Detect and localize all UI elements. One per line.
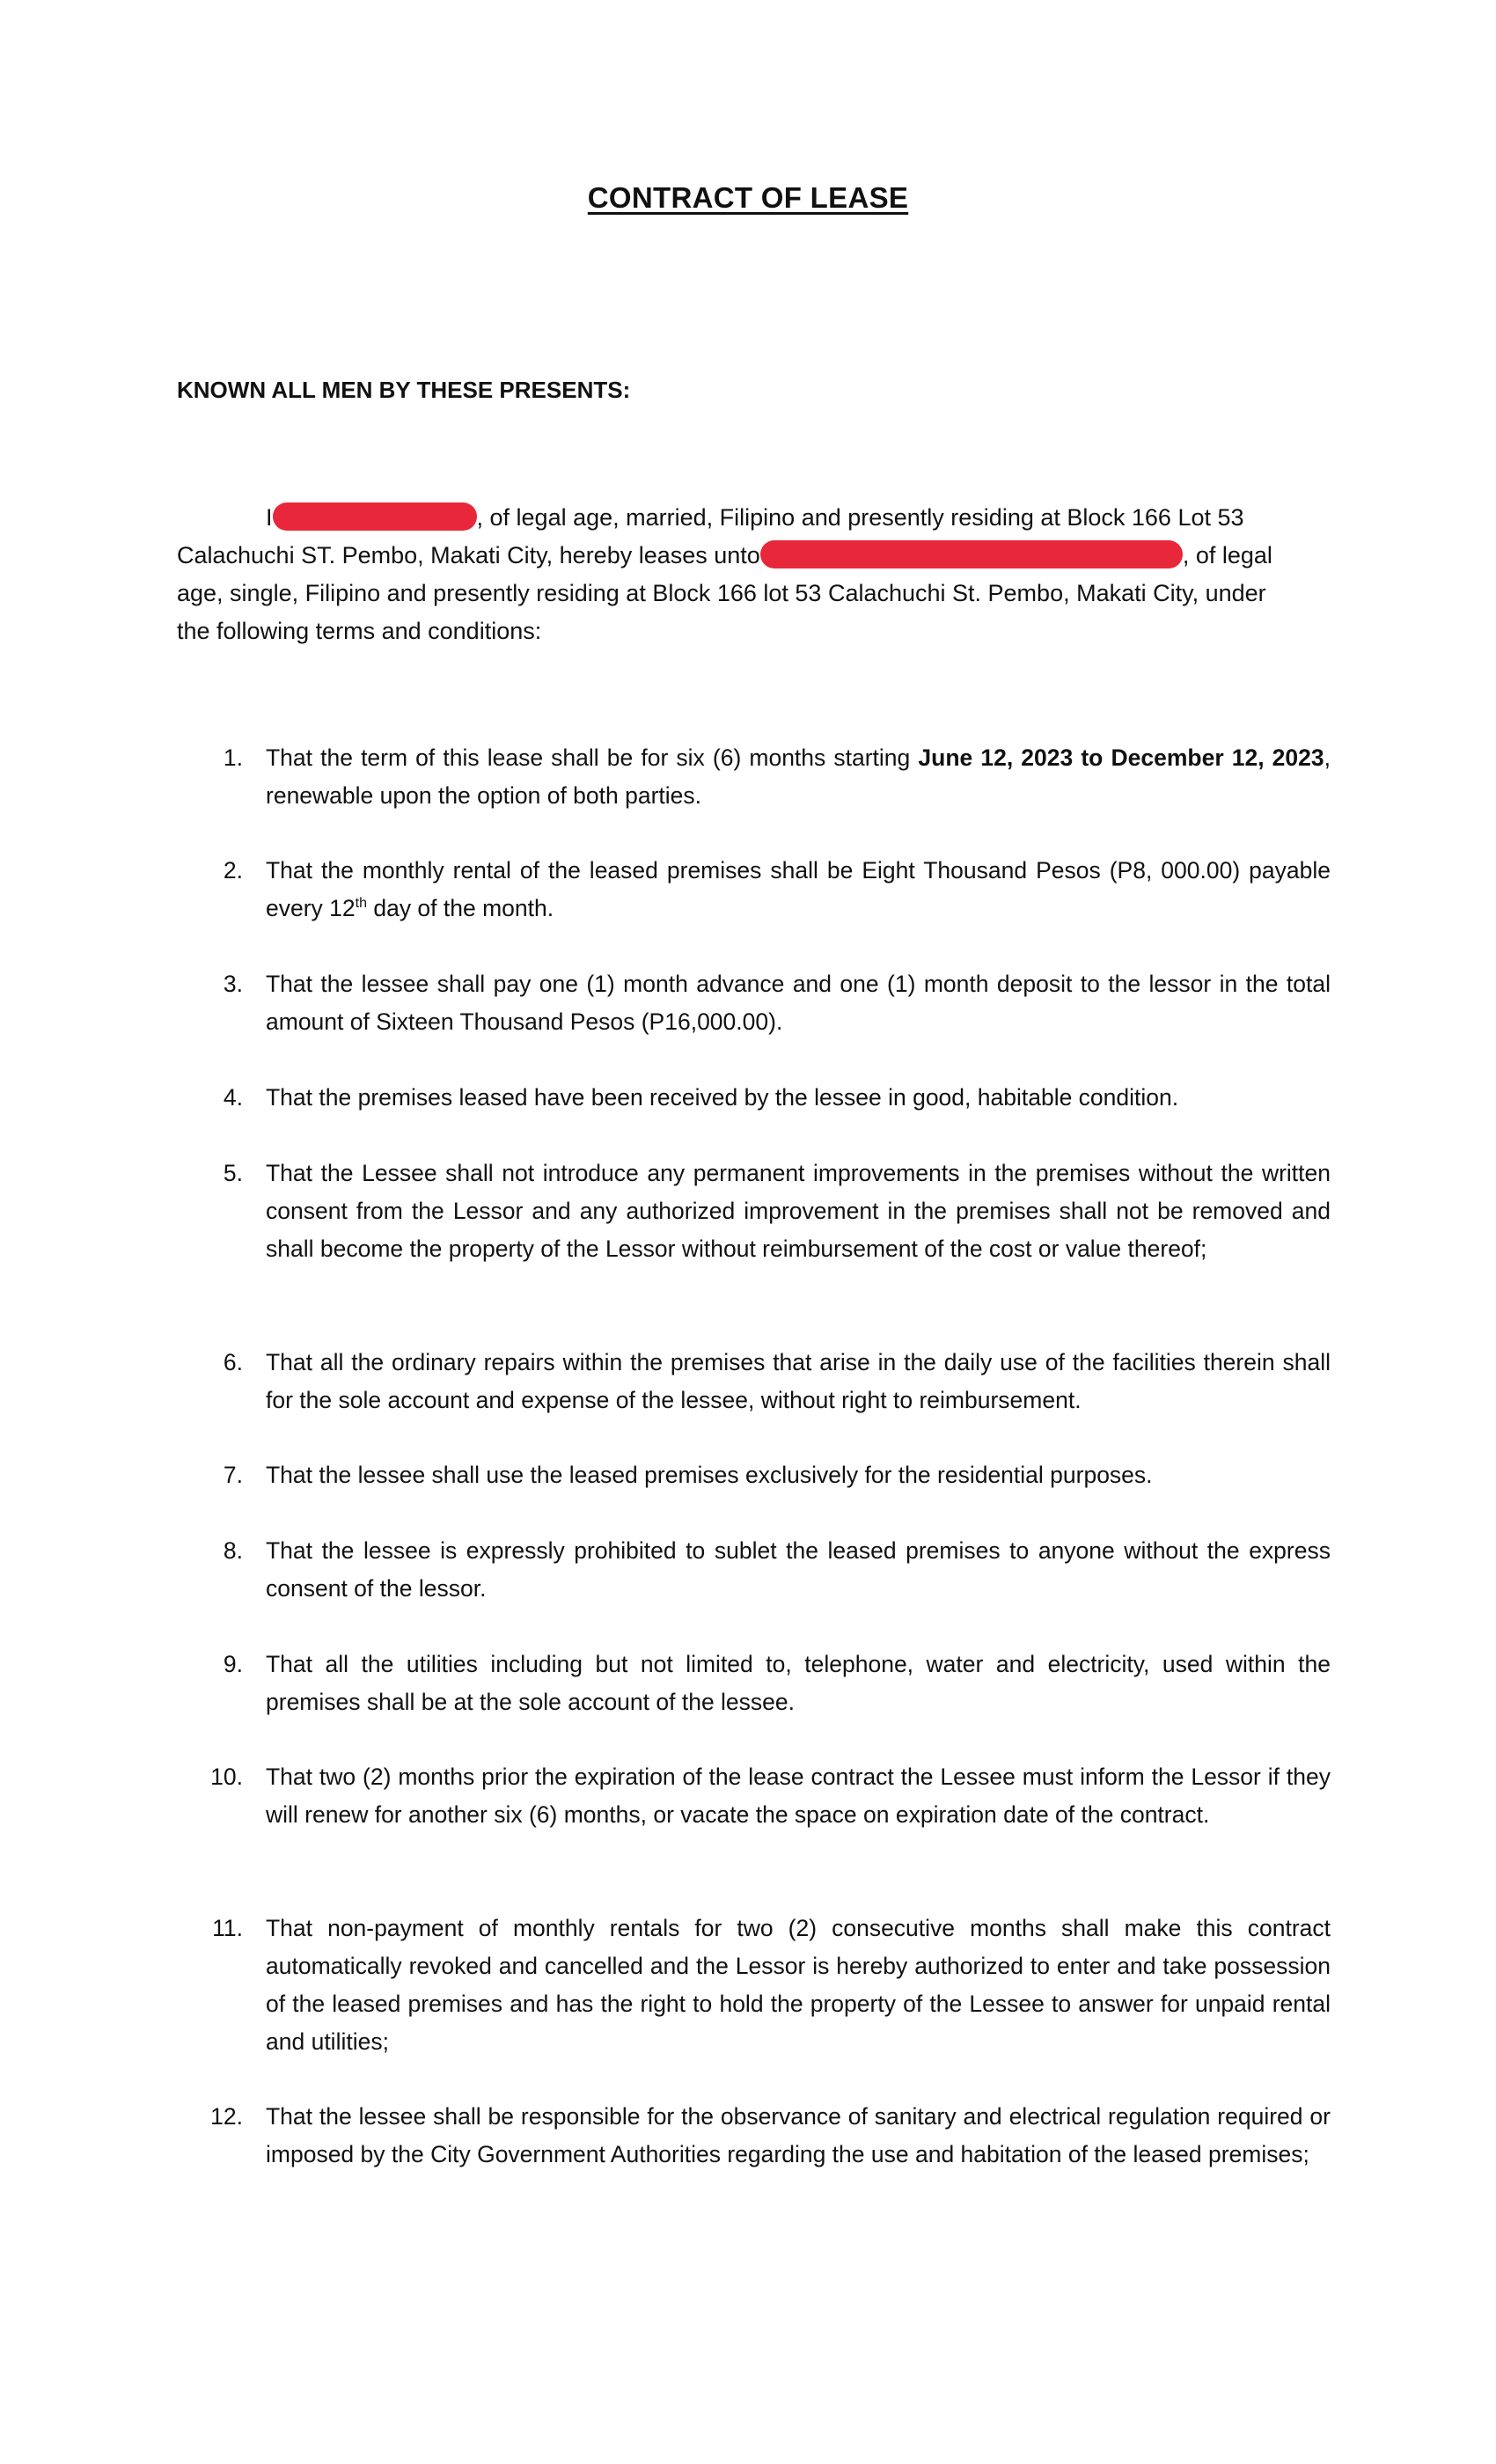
intro-paragraph	[177, 499, 1312, 650]
clause-number: 11.	[212, 1915, 243, 1941]
clause-text: That the premises leased have been received by the lessee in good, habitable condition.	[266, 1084, 1179, 1111]
intro-line-1	[177, 499, 1312, 537]
intro-lead-char: I	[266, 504, 273, 531]
clause-text: That the monthly rental of the leased premises shall be Eight Thousand Pesos (P8, 000.00) payable every 12th day of the month.	[266, 857, 1331, 921]
clause-text: That the Lessee shall not introduce any permanent improvements in the premises without the written consent from the Lessor and any authorized improvement in the premises shall not be removed and shall become the property of the Lessor without reimbursement of the cost or value thereof;	[266, 1160, 1331, 1262]
intro-text-3: , of legal	[1182, 542, 1272, 568]
clause-number: 8.	[223, 1537, 243, 1564]
clause-number: 6.	[223, 1349, 243, 1375]
intro-line-4	[177, 612, 1312, 650]
redaction-mark	[760, 540, 1183, 568]
clause-number: 5.	[223, 1160, 243, 1186]
clause-text: That the term of this lease shall be for six (6) months starting June 12, 2023 to December 12, 2023, renewable upon the option of both parties.	[266, 744, 1331, 809]
clause-text: That non-payment of monthly rentals for two (2) consecutive months shall make this contract automatically revoked and cancelled and the Lessor is hereby authorized to enter and take possession of the leased premises and has the right to hold the property of the Lessee to answer for unpaid rental and utilities;	[266, 1915, 1331, 2055]
intro-text-1: , of legal age, married, Filipino and presently residing at Block 166 Lot 53	[476, 504, 1244, 531]
clause-number: 1.	[223, 744, 243, 771]
clause-text: That all the ordinary repairs within the premises that arise in the daily use of the facilities therein shall for the sole account and expense of the lessee, without right to reimbursement.	[266, 1349, 1331, 1413]
clause-text: That the lessee shall be responsible for the observance of sanitary and electrical regulation required or imposed by the City Government Authorities regarding the use and habitation of the leased premises;	[266, 2103, 1331, 2167]
clause-number: 7.	[223, 1462, 243, 1488]
intro-text-4: age, single, Filipino and presently residing at Block 166 lot 53 Calachuchi St. Pembo, Makati City, under	[177, 580, 1266, 606]
intro-line-3	[177, 575, 1312, 612]
lease-term-dates: June 12, 2023 to December 12, 2023	[918, 744, 1324, 771]
intro-text-2: Calachuchi ST. Pembo, Makati City, hereby leases unto	[177, 542, 760, 568]
clause-number: 3.	[223, 971, 243, 997]
document-title: CONTRACT OF LEASE	[587, 181, 909, 214]
clause-text: That two (2) months prior the expiration of the lease contract the Lessee must inform the Lessor if they will renew for another six (6) months, or vacate the space on expiration date of the contract.	[266, 1764, 1331, 1828]
clause-number: 9.	[223, 1651, 243, 1677]
clause-text: That the lessee shall use the leased premises exclusively for the residential purposes.	[266, 1462, 1153, 1488]
clause-text: That the lessee is expressly prohibited to sublet the leased premises to anyone without the express consent of the lessor.	[266, 1537, 1331, 1602]
clause-number: 4.	[223, 1084, 243, 1111]
intro-text-5: the following terms and conditions:	[177, 618, 542, 644]
clause-number: 2.	[223, 857, 243, 884]
redaction-mark	[273, 502, 477, 531]
salutation: KNOWN ALL MEN BY THESE PRESENTS:	[177, 377, 631, 403]
clause-text: That all the utilities including but not limited to, telephone, water and electricity, used within the premises shall be at the sole account of the lessee.	[266, 1651, 1331, 1715]
clause-number: 10.	[210, 1764, 243, 1790]
intro-line-2	[177, 537, 1312, 575]
clause-text: That the lessee shall pay one (1) month advance and one (1) month deposit to the lessor in the total amount of Sixteen Thousand Pesos (P16,000.00).	[266, 971, 1331, 1035]
clause-number: 12.	[210, 2103, 243, 2130]
